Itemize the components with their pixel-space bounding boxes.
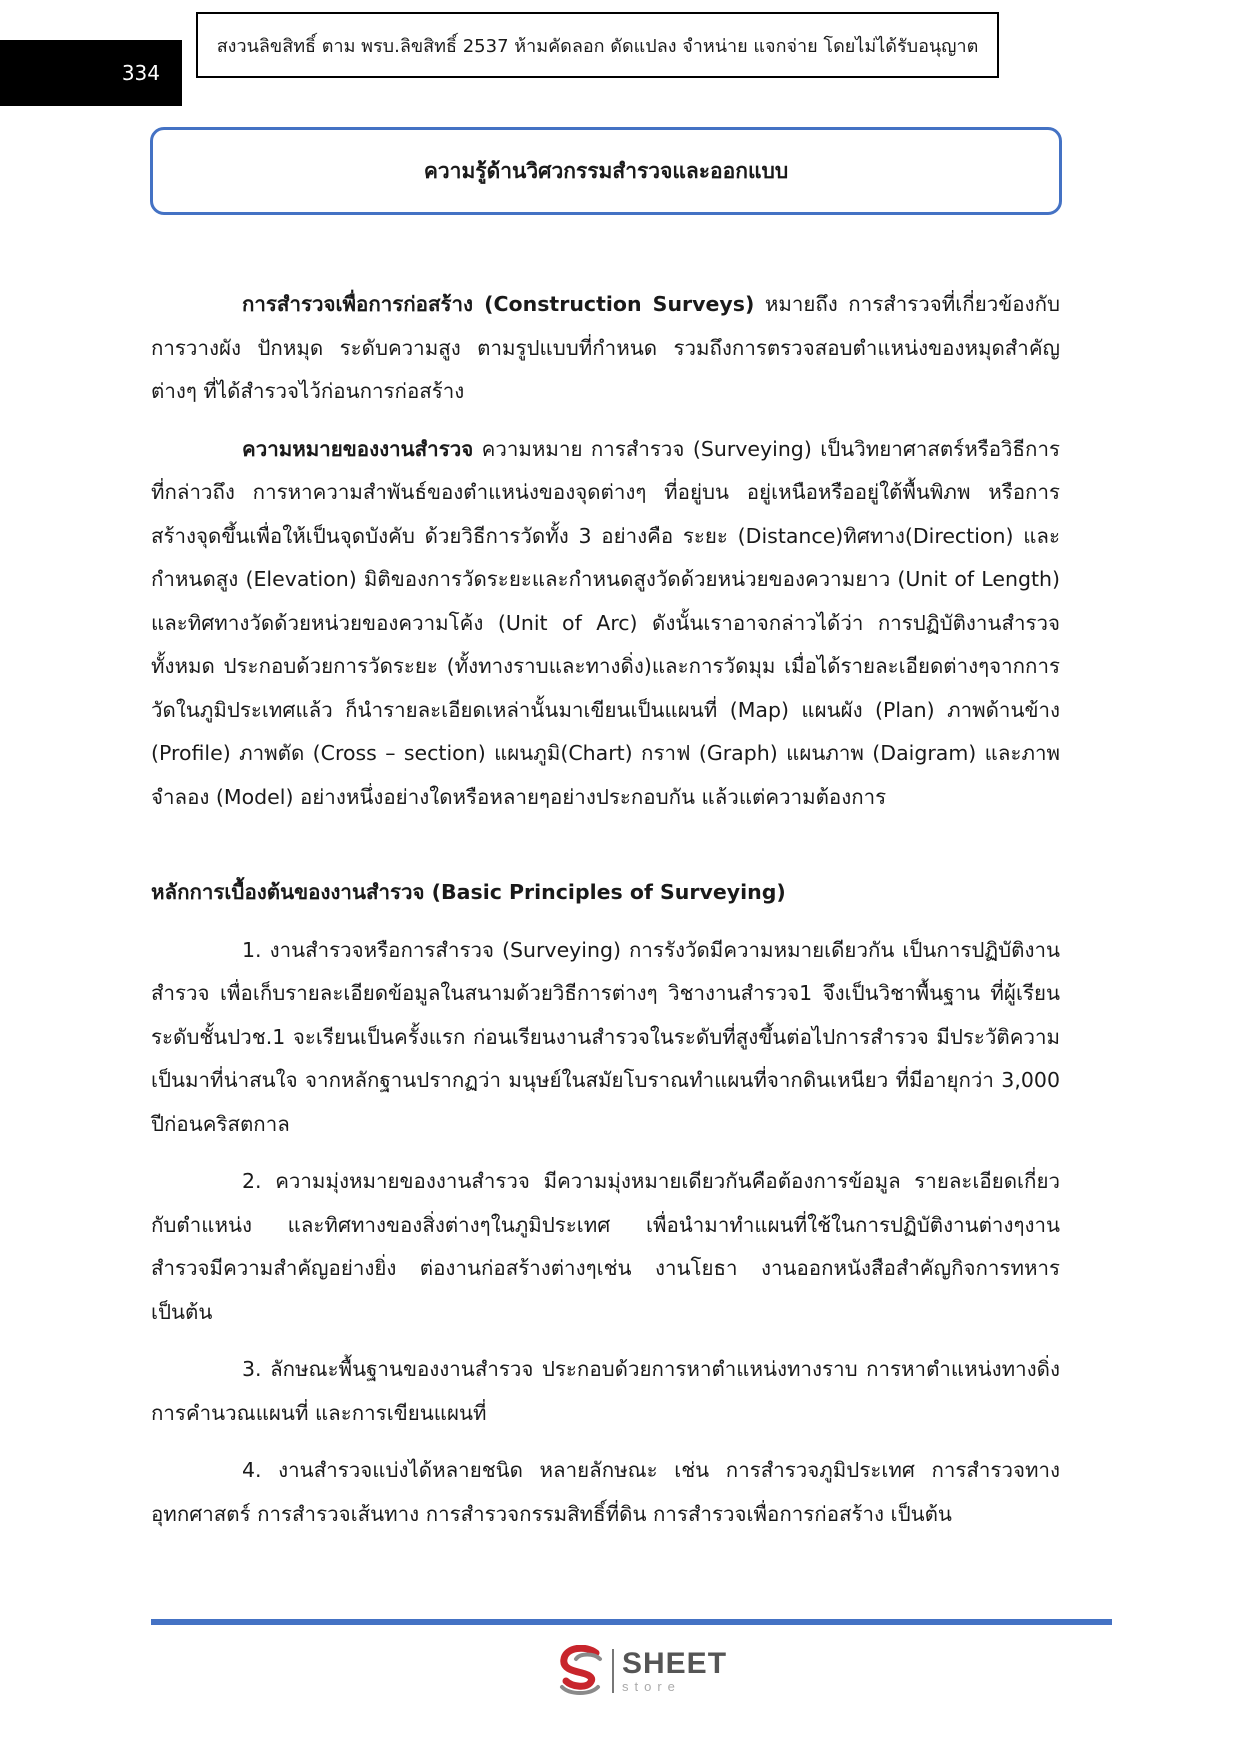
principle-item: 2. ความมุ่งหมายของงานสำรวจ มีความมุ่งหมายเดียวกันคือต้องการข้อมูล รายละเอียดเกี่ยวกับตำแหน่ง และทิศทางของสิ่งต่างๆในภูมิประเทศ เพื่อนำมาทำแผนที่ใช้ในการปฏิบัติงานต่างๆงานสำรวจมีความสำคัญอย่างยิ่ง ต่องานก่อสร้างต่างๆเช่น งานโยธา งานออกหนังสือสำคัญกิจการทหาร เป็นต้น [151, 1169, 1060, 1324]
heading-bold-part: หลักการเบื้องต้นของงานสำรวจ [151, 880, 425, 904]
page-number-tab [0, 40, 182, 106]
term-construction-surveys: การสำรวจเพื่อการก่อสร้าง (Construction Surveys) [242, 292, 755, 316]
chapter-title: ความรู้ด้านวิศวกรรมสำรวจและออกแบบ [423, 158, 789, 183]
logo-text [622, 1649, 727, 1693]
logo-divider [612, 1649, 614, 1693]
logo-sub: store [622, 1679, 681, 1694]
logo-word: SHEET [622, 1647, 728, 1680]
heading-english-part: (Basic Principles of Surveying) [424, 880, 786, 904]
principle-item: 1. งานสำรวจหรือการสำรวจ (Surveying) การรังวัดมีความหมายเดียวกัน เป็นการปฏิบัติงานสำรวจ เพื่อเก็บรายละเอียดข้อมูลในสนามด้วยวิธีการต่างๆ วิชางานสำรวจ1 จึงเป็นวิชาพื้นฐาน ที่ผู้เรียนระดับชั้นปวช.1 จะเรียนเป็นครั้งแรก ก่อนเรียนงานสำรวจในระดับที่สูงขึ้นต่อไปการสำรวจ มีประวัติความเป็นมาที่น่าสนใจ จากหลักฐานปรากฏว่า มนุษย์ในสมัยโบราณทำแผนที่จากดินเหนียว ที่มีอายุกว่า 3,000 ปีก่อนคริสตกาล [151, 937, 1060, 1136]
page-number: 334 [121, 61, 160, 85]
definition-construction-surveys: หมายถึง การสำรวจที่เกี่ยวข้องกับการวางผัง ปักหมุด ระดับความสูง ตามรูปแบบที่กำหนด รวมถึงการตรวจสอบตำแหน่งของหมุดสำคัญต่างๆ ที่ได้สำรวจไว้ก่อนการก่อสร้าง [151, 292, 1060, 403]
paragraph-survey-meaning [151, 428, 1060, 820]
principle-item: 4. งานสำรวจแบ่งได้หลายชนิด หลายลักษณะ เช่น การสำรวจภูมิประเทศ การสำรวจทางอุทกศาสตร์ การสำรวจเส้นทาง การสำรวจกรรมสิทธิ์ที่ดิน การสำรวจเพื่อการก่อสร้าง เป็นต้น [151, 1458, 1060, 1526]
sheet-store-logo [556, 1643, 727, 1699]
principle-item: 3. ลักษณะพื้นฐานของงานสำรวจ ประกอบด้วยการหาตำแหน่งทางราบ การหาตำแหน่งทางดิ่ง การคำนวณแผนที่ และการเขียนแผนที่ [151, 1357, 1060, 1425]
copyright-notice: สงวนลิขสิทธิ์ ตาม พรบ.ลิขสิทธิ์ 2537 ห้ามคัดลอก ดัดแปลง จำหน่าย แจกจ่าย โดยไม่ได้รับอนุญาต [216, 35, 979, 57]
footer-divider-line [151, 1619, 1112, 1625]
chapter-title-box [150, 127, 1062, 215]
term-survey-meaning: ความหมายของงานสำรวจ [242, 436, 474, 461]
sheet-store-s-logo-icon [556, 1645, 606, 1697]
section-heading-basic-principles [151, 871, 1060, 915]
page-body [151, 283, 1060, 1550]
definition-survey-meaning: ความหมาย การสำรวจ (Surveying) เป็นวิทยาศาสตร์หรือวิธีการที่กล่าวถึง การหาความสำพันธ์ของตำแหน่งของจุดต่างๆ ที่อยู่บน อยู่เหนือหรืออยู่ใต้พื้นพิภพ หรือการสร้างจุดขึ้นเพื่อให้เป็นจุดบังคับ ด้วยวิธีการวัดทั้ง 3 อย่างคือ ระยะ (Distance)ทิศทาง(Direction) และกำหนดสูง (Elevation) มิติของการวัดระยะและกำหนดสูงวัดด้วยหน่วยของความยาว (Unit of Length) และทิศทางวัดด้วยหน่วยของความโค้ง (Unit of Arc) ดังนั้นเราอาจกล่าวได้ว่า การปฏิบัติงานสำรวจทั้งหมด ประกอบด้วยการวัดระยะ (ทั้งทางราบและทางดิ่ง)และการวัดมุม เมื่อได้รายละเอียดต่างๆจากการวัดในภูมิประเทศแล้ว ก็นำรายละเอียดเหล่านั้นมาเขียนเป็นแผนที่ (Map) แผนผัง (Plan) ภาพด้านข้าง (Profile) ภาพตัด (Cross – section) แผนภูมิ(Chart) กราฟ (Graph) แผนภาพ (Daigram) และภาพจำลอง (Model) อย่างหนึ่งอย่างใดหรือหลายๆอย่างประกอบกัน แล้วแต่ความต้องการ [151, 436, 1060, 809]
paragraph-construction-surveys [151, 283, 1060, 414]
copyright-notice-box [196, 12, 999, 78]
